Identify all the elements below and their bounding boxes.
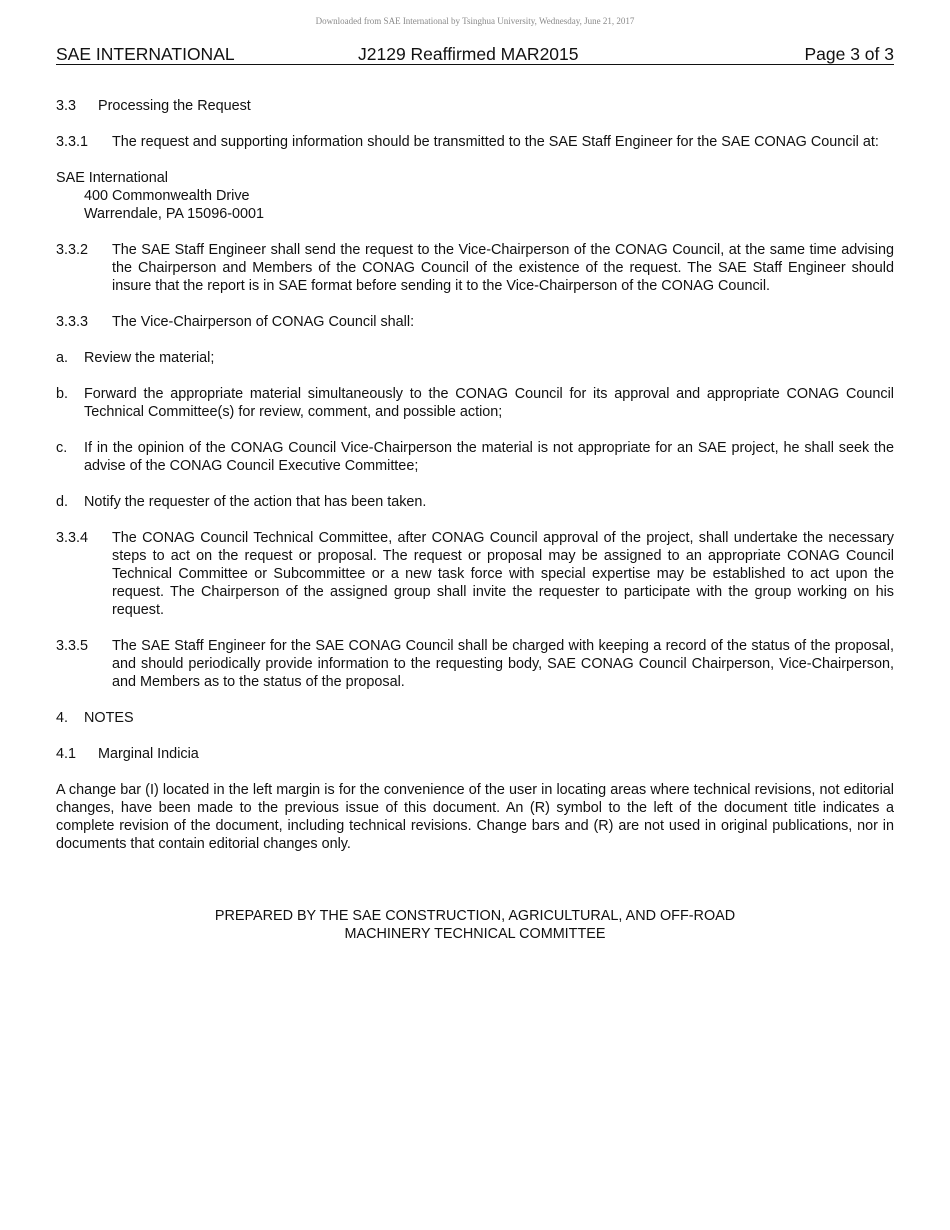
section-number: 3.3.2 <box>56 242 89 258</box>
list-text: If in the opinion of the CONAG Council Vice-Chairperson the material is not appropriate for an SAE project, he shall seek the advise of the CONAG Council Executive Committee; <box>84 440 894 474</box>
section-3-3-2 <box>56 241 894 295</box>
section-3-3-1 <box>56 133 894 151</box>
section-number: 3.3.5 <box>56 638 89 654</box>
section-3-3-5 <box>56 637 894 691</box>
section-3-3-heading <box>56 97 894 115</box>
section-text: The Vice-Chairperson of CONAG Council shall: <box>112 314 415 330</box>
section-3-3-3 <box>56 313 894 331</box>
section-number: 3.3.3 <box>56 314 89 330</box>
prepared-by-statement <box>56 907 894 943</box>
list-item-c <box>56 439 894 475</box>
section-number: 4.1 <box>56 746 77 762</box>
header-page-number: Page 3 of 3 <box>804 44 894 64</box>
section-title: NOTES <box>84 710 134 726</box>
section-number: 3.3.4 <box>56 530 89 546</box>
header-doc-id: J2129 Reaffirmed MAR2015 <box>358 44 579 64</box>
section-title: Marginal Indicia <box>98 746 199 762</box>
list-marker: a. <box>56 350 69 366</box>
section-text: The SAE Staff Engineer for the SAE CONAG Council shall be charged with keeping a record of the status of the proposal, and should periodically provide information to the requesting body, SAE CONAG Council Chairperson, Vice-Chairperson, and Members as to the status of the proposal. <box>112 638 894 690</box>
mailing-address <box>56 169 894 223</box>
section-3-3-4 <box>56 529 894 619</box>
list-text: Notify the requester of the action that has been taken. <box>84 494 427 510</box>
section-number: 3.3 <box>56 98 77 114</box>
list-marker: b. <box>56 386 69 402</box>
header-org: SAE INTERNATIONAL <box>56 44 235 64</box>
page-header <box>56 44 894 65</box>
section-4-heading <box>56 709 894 727</box>
address-org: SAE International <box>56 170 168 186</box>
list-marker: d. <box>56 494 69 510</box>
section-text: The CONAG Council Technical Committee, after CONAG Council approval of the project, shall undertake the necessary steps to act on the request or proposal. The request or proposal may be assigned to an appropriate CONAG Council Technical Committee or Subcommittee or a new task force with special expertise may be established to act upon the request. The Chairperson of the assigned group shall invite the requester to participate with the group working on his request. <box>112 530 894 618</box>
marginal-indicia-text: A change bar (I) located in the left margin is for the convenience of the user in locating areas where technical revisions, not editorial changes, have been made to the previous issue of this document. An (R) symbol to the left of the document title indicates a complete revision of the document, including technical revisions. Change bars and (R) are not used in original publications, nor in documents that contain editorial changes only. <box>56 782 894 852</box>
section-text: The SAE Staff Engineer shall send the request to the Vice-Chairperson of the CONAG Council, at the same time advising the Chairperson and Members of the CONAG Council of the existence of the request. The SAE Staff Engineer should insure that the report is in SAE format before sending it to the Vice-Chairperson of the CONAG Council. <box>112 242 894 294</box>
section-text: The request and supporting information should be transmitted to the SAE Staff Engineer for the SAE CONAG Council at: <box>112 134 879 150</box>
download-watermark: Downloaded from SAE International by Tsinghua University, Wednesday, June 21, 2017 <box>315 16 635 26</box>
list-text: Forward the appropriate material simultaneously to the CONAG Council for its approval and appropriate CONAG Council Technical Committee(s) for review, comment, and possible action; <box>84 386 894 420</box>
list-item-a <box>56 349 894 367</box>
list-text: Review the material; <box>84 350 215 366</box>
list-marker: c. <box>56 440 68 456</box>
address-street: 400 Commonwealth Drive <box>84 188 250 204</box>
prepared-line-2: MACHINERY TECHNICAL COMMITTEE <box>344 926 606 942</box>
list-item-b <box>56 385 894 421</box>
document-body <box>56 97 894 943</box>
section-title: Processing the Request <box>98 98 251 114</box>
section-4-1-heading <box>56 745 894 763</box>
list-item-d <box>56 493 894 511</box>
section-number: 3.3.1 <box>56 134 89 150</box>
prepared-line-1: PREPARED BY THE SAE CONSTRUCTION, AGRICULTURAL, AND OFF-ROAD <box>214 908 736 924</box>
address-city: Warrendale, PA 15096-0001 <box>84 206 265 222</box>
section-number: 4. <box>56 710 69 726</box>
